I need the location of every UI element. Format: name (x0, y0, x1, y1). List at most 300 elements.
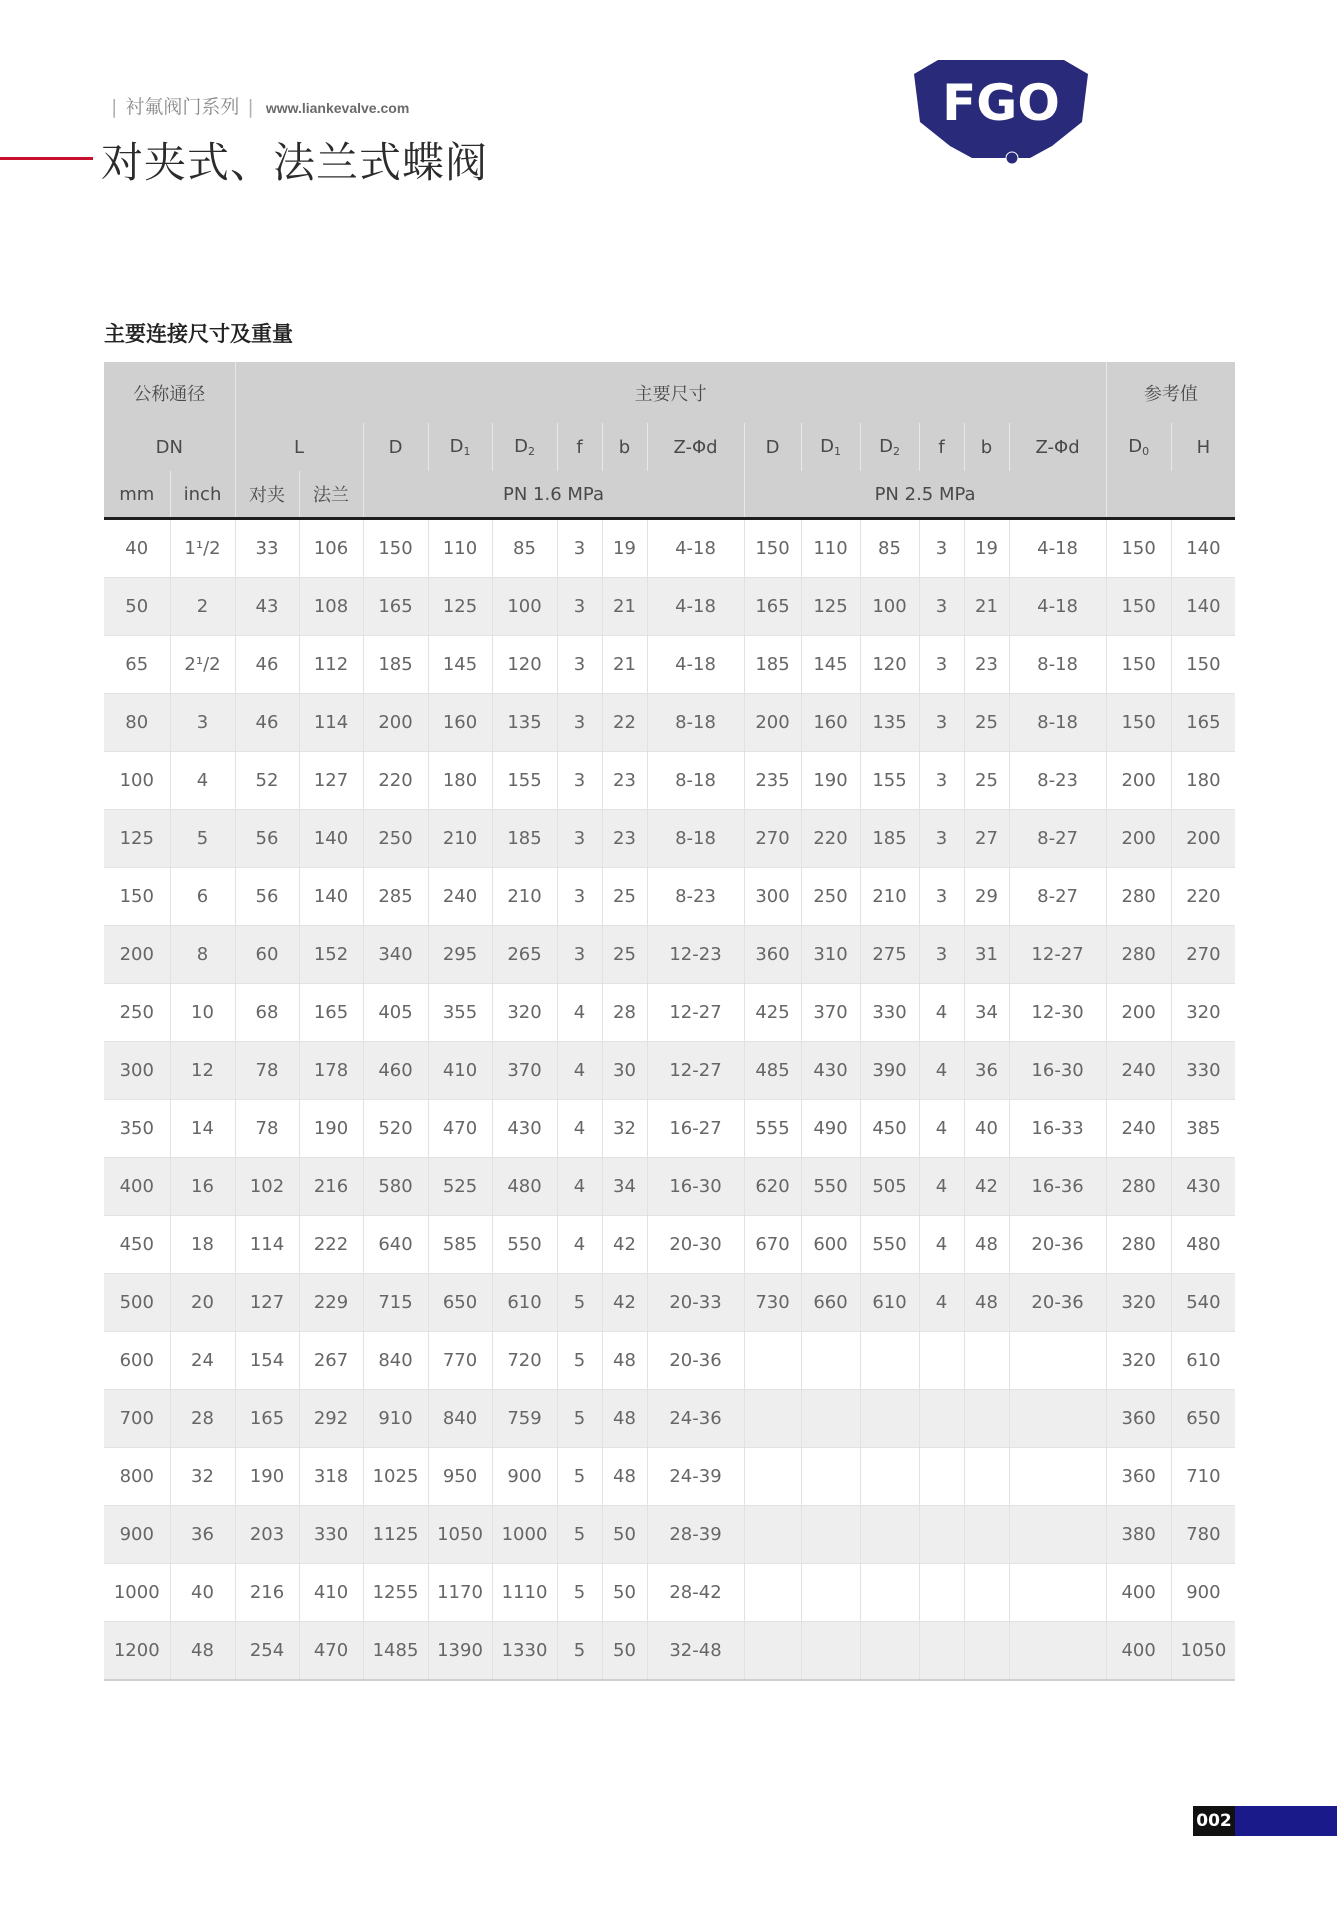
page-title: 对夹式、法兰式蝶阀 (101, 138, 489, 187)
b-header-25: b (964, 423, 1009, 471)
cell-inch: 28 (170, 1390, 235, 1448)
cell-l2: 108 (299, 578, 363, 636)
cell-z: 20-36 (647, 1332, 744, 1390)
cell-l2: 140 (299, 810, 363, 868)
cell-z-25: 16-36 (1009, 1158, 1106, 1216)
cell-d2: 185 (492, 810, 557, 868)
cell-b: 28 (602, 984, 647, 1042)
cell-z: 28-39 (647, 1506, 744, 1564)
cell-d1: 1170 (428, 1564, 492, 1622)
cell-h: 180 (1171, 752, 1235, 810)
cell-b: 50 (602, 1564, 647, 1622)
cell-f-25: 3 (919, 519, 964, 578)
cell-d1-25 (801, 1390, 860, 1448)
cell-d0: 150 (1106, 636, 1171, 694)
cell-d1-25 (801, 1332, 860, 1390)
cell-b-25: 27 (964, 810, 1009, 868)
f-header-25: f (919, 423, 964, 471)
cell-l1: 165 (235, 1390, 299, 1448)
cell-l1: 60 (235, 926, 299, 984)
table-row (104, 752, 1235, 810)
cell-z-25: 20-36 (1009, 1274, 1106, 1332)
cell-d: 1025 (363, 1448, 428, 1506)
cell-d1: 585 (428, 1216, 492, 1274)
cell-d: 165 (363, 578, 428, 636)
cell-d-25: 485 (744, 1042, 801, 1100)
cell-l2: 410 (299, 1564, 363, 1622)
cell-mm: 1000 (104, 1564, 170, 1622)
cell-z-25: 8-27 (1009, 810, 1106, 868)
cell-d-25 (744, 1506, 801, 1564)
cell-d: 285 (363, 868, 428, 926)
cell-d2: 135 (492, 694, 557, 752)
cell-d2-25 (860, 1506, 919, 1564)
cell-d: 715 (363, 1274, 428, 1332)
cell-d: 220 (363, 752, 428, 810)
cell-b: 42 (602, 1216, 647, 1274)
table-row (104, 1506, 1235, 1564)
cell-l1: 216 (235, 1564, 299, 1622)
cell-d2: 900 (492, 1448, 557, 1506)
cell-d1-25 (801, 1448, 860, 1506)
cell-f: 5 (557, 1448, 602, 1506)
cell-inch: 12 (170, 1042, 235, 1100)
cell-b: 34 (602, 1158, 647, 1216)
cell-b: 48 (602, 1390, 647, 1448)
cell-mm: 250 (104, 984, 170, 1042)
cell-f-25: 4 (919, 1216, 964, 1274)
cell-z-25: 20-36 (1009, 1216, 1106, 1274)
cell-b-25: 23 (964, 636, 1009, 694)
cell-d: 250 (363, 810, 428, 868)
cell-d2-25: 120 (860, 636, 919, 694)
cell-d1-25: 310 (801, 926, 860, 984)
fgo-logo (910, 58, 1092, 168)
cell-f-25 (919, 1506, 964, 1564)
cell-inch: 1¹/2 (170, 519, 235, 578)
cell-z-25 (1009, 1448, 1106, 1506)
cell-l2: 112 (299, 636, 363, 694)
cell-d1: 210 (428, 810, 492, 868)
cell-f-25: 4 (919, 1158, 964, 1216)
cell-d2: 720 (492, 1332, 557, 1390)
table-row (104, 1448, 1235, 1506)
cell-d1-25: 110 (801, 519, 860, 578)
cell-mm: 150 (104, 868, 170, 926)
cell-l1: 102 (235, 1158, 299, 1216)
table-row (104, 1622, 1235, 1681)
cell-inch: 6 (170, 868, 235, 926)
cell-mm: 40 (104, 519, 170, 578)
cell-inch: 14 (170, 1100, 235, 1158)
cell-d1: 110 (428, 519, 492, 578)
cell-inch: 2¹/2 (170, 636, 235, 694)
cell-z-25 (1009, 1332, 1106, 1390)
website-url[interactable]: www.liankevalve.com (265, 100, 410, 116)
cell-h: 220 (1171, 868, 1235, 926)
cell-d: 340 (363, 926, 428, 984)
cell-d1-25: 145 (801, 636, 860, 694)
cell-l2: 152 (299, 926, 363, 984)
table-row (104, 868, 1235, 926)
cell-d1: 525 (428, 1158, 492, 1216)
cell-d: 405 (363, 984, 428, 1042)
d-header-25: D (744, 423, 801, 471)
cell-d0: 240 (1106, 1100, 1171, 1158)
cell-d2-25 (860, 1332, 919, 1390)
cell-d-25: 425 (744, 984, 801, 1042)
cell-d0: 280 (1106, 926, 1171, 984)
table-body (104, 519, 1235, 1681)
cell-inch: 40 (170, 1564, 235, 1622)
cell-f-25 (919, 1622, 964, 1681)
series-name: 衬氟阀门系列 (125, 96, 240, 118)
cell-d0: 150 (1106, 578, 1171, 636)
d1-header-25: $D_1$ (801, 423, 860, 471)
cell-d2: 1000 (492, 1506, 557, 1564)
cell-d1-25: 600 (801, 1216, 860, 1274)
cell-l1: 46 (235, 694, 299, 752)
separator: | (247, 96, 254, 118)
cell-d2-25: 550 (860, 1216, 919, 1274)
cell-l1: 78 (235, 1100, 299, 1158)
cell-d-25: 670 (744, 1216, 801, 1274)
cell-f: 5 (557, 1506, 602, 1564)
cell-d-25: 270 (744, 810, 801, 868)
cell-d1: 295 (428, 926, 492, 984)
h-header: H (1171, 423, 1235, 471)
cell-d2: 320 (492, 984, 557, 1042)
cell-d1: 840 (428, 1390, 492, 1448)
cell-h: 150 (1171, 636, 1235, 694)
cell-d1: 125 (428, 578, 492, 636)
cell-d-25: 235 (744, 752, 801, 810)
cell-f-25: 3 (919, 810, 964, 868)
cell-b-25 (964, 1448, 1009, 1506)
cell-h: 610 (1171, 1332, 1235, 1390)
cell-d: 460 (363, 1042, 428, 1100)
cell-d1-25: 125 (801, 578, 860, 636)
cell-d1: 355 (428, 984, 492, 1042)
cell-l1: 56 (235, 868, 299, 926)
cell-d2-25: 135 (860, 694, 919, 752)
cell-h: 540 (1171, 1274, 1235, 1332)
cell-d2: 1110 (492, 1564, 557, 1622)
cell-f-25 (919, 1564, 964, 1622)
cell-d2-25: 390 (860, 1042, 919, 1100)
cell-f: 5 (557, 1332, 602, 1390)
cell-d2: 370 (492, 1042, 557, 1100)
nominal-group-header: 公称通径 (104, 362, 235, 423)
cell-b: 21 (602, 636, 647, 694)
cell-d1-25: 250 (801, 868, 860, 926)
cell-d: 840 (363, 1332, 428, 1390)
cell-d0: 280 (1106, 1216, 1171, 1274)
cell-inch: 36 (170, 1506, 235, 1564)
cell-d: 1125 (363, 1506, 428, 1564)
cell-d-25: 200 (744, 694, 801, 752)
cell-b: 50 (602, 1506, 647, 1564)
cell-z-25: 4-18 (1009, 519, 1106, 578)
cell-l2: 114 (299, 694, 363, 752)
cell-l2: 140 (299, 868, 363, 926)
cell-d2-25: 185 (860, 810, 919, 868)
cell-f-25: 3 (919, 752, 964, 810)
cell-d2: 759 (492, 1390, 557, 1448)
cell-d2-25: 155 (860, 752, 919, 810)
cell-d2: 430 (492, 1100, 557, 1158)
cell-mm: 600 (104, 1332, 170, 1390)
cell-d0: 400 (1106, 1622, 1171, 1681)
mm-header: mm (104, 471, 170, 519)
cell-d0: 280 (1106, 868, 1171, 926)
cell-b: 42 (602, 1274, 647, 1332)
cell-d2-25: 610 (860, 1274, 919, 1332)
cell-b-25: 34 (964, 984, 1009, 1042)
cell-l1: 52 (235, 752, 299, 810)
cell-b-25 (964, 1622, 1009, 1681)
main-dims-group-header: 主要尺寸 (235, 362, 1106, 423)
cell-b: 23 (602, 752, 647, 810)
cell-d: 580 (363, 1158, 428, 1216)
cell-d-25: 620 (744, 1158, 801, 1216)
f-header: f (557, 423, 602, 471)
dn-header: DN (104, 423, 235, 471)
table-row (104, 636, 1235, 694)
cell-inch: 16 (170, 1158, 235, 1216)
cell-inch: 5 (170, 810, 235, 868)
cell-l1: 203 (235, 1506, 299, 1564)
cell-z: 20-33 (647, 1274, 744, 1332)
cell-d1-25: 190 (801, 752, 860, 810)
logo-text: FGO (942, 74, 1060, 132)
cell-z: 24-36 (647, 1390, 744, 1448)
cell-mm: 200 (104, 926, 170, 984)
table-row (104, 694, 1235, 752)
cell-d-25: 165 (744, 578, 801, 636)
cell-b: 25 (602, 926, 647, 984)
cell-inch: 18 (170, 1216, 235, 1274)
cell-f-25: 3 (919, 694, 964, 752)
cell-d2-25: 505 (860, 1158, 919, 1216)
reference-unit-header (1106, 471, 1235, 519)
cell-b: 21 (602, 578, 647, 636)
cell-d1-25: 550 (801, 1158, 860, 1216)
cell-b: 50 (602, 1622, 647, 1681)
cell-l1: 78 (235, 1042, 299, 1100)
cell-l2: 222 (299, 1216, 363, 1274)
cell-inch: 20 (170, 1274, 235, 1332)
series-line (103, 92, 409, 119)
cell-mm: 125 (104, 810, 170, 868)
cell-h: 900 (1171, 1564, 1235, 1622)
cell-l2: 190 (299, 1100, 363, 1158)
cell-d1: 145 (428, 636, 492, 694)
cell-d2: 210 (492, 868, 557, 926)
cell-d-25: 555 (744, 1100, 801, 1158)
cell-f-25: 3 (919, 926, 964, 984)
table-row (104, 519, 1235, 578)
cell-d1: 650 (428, 1274, 492, 1332)
cell-d0: 320 (1106, 1274, 1171, 1332)
cell-d: 185 (363, 636, 428, 694)
cell-d2-25: 450 (860, 1100, 919, 1158)
cell-mm: 80 (104, 694, 170, 752)
cell-d1-25: 370 (801, 984, 860, 1042)
page-number: 002 (1193, 1806, 1235, 1836)
cell-d1: 1390 (428, 1622, 492, 1681)
group-header-row (104, 362, 1235, 423)
flange-header: 法兰 (299, 471, 363, 519)
cell-l1: 46 (235, 636, 299, 694)
d-header: D (363, 423, 428, 471)
cell-z-25 (1009, 1506, 1106, 1564)
cell-z: 8-18 (647, 752, 744, 810)
cell-z-25: 8-18 (1009, 636, 1106, 694)
cell-d: 200 (363, 694, 428, 752)
cell-f: 5 (557, 1622, 602, 1681)
wafer-header: 对夹 (235, 471, 299, 519)
cell-d-25 (744, 1564, 801, 1622)
pn25-header: PN 2.5 MPa (744, 471, 1106, 519)
cell-h: 430 (1171, 1158, 1235, 1216)
table-row (104, 1042, 1235, 1100)
cell-l2: 292 (299, 1390, 363, 1448)
cell-f: 3 (557, 578, 602, 636)
table-row (104, 810, 1235, 868)
cell-d2: 265 (492, 926, 557, 984)
cell-z: 4-18 (647, 578, 744, 636)
cell-f: 5 (557, 1564, 602, 1622)
cell-f: 4 (557, 1042, 602, 1100)
cell-l2: 216 (299, 1158, 363, 1216)
cell-inch: 24 (170, 1332, 235, 1390)
cell-f-25: 3 (919, 636, 964, 694)
cell-d0: 360 (1106, 1390, 1171, 1448)
table-row (104, 1158, 1235, 1216)
cell-l2: 267 (299, 1332, 363, 1390)
cell-b-25 (964, 1390, 1009, 1448)
cell-d2: 550 (492, 1216, 557, 1274)
cell-f: 3 (557, 926, 602, 984)
cell-z: 24-39 (647, 1448, 744, 1506)
cell-z: 4-18 (647, 519, 744, 578)
cell-d2: 610 (492, 1274, 557, 1332)
cell-d-25 (744, 1622, 801, 1681)
cell-d2: 480 (492, 1158, 557, 1216)
cell-b: 48 (602, 1332, 647, 1390)
cell-l1: 190 (235, 1448, 299, 1506)
cell-l1: 33 (235, 519, 299, 578)
cell-b-25: 29 (964, 868, 1009, 926)
cell-inch: 8 (170, 926, 235, 984)
cell-l1: 154 (235, 1332, 299, 1390)
cell-l2: 330 (299, 1506, 363, 1564)
cell-z: 16-30 (647, 1158, 744, 1216)
cell-b: 48 (602, 1448, 647, 1506)
cell-d-25 (744, 1390, 801, 1448)
cell-h: 200 (1171, 810, 1235, 868)
cell-d1-25: 490 (801, 1100, 860, 1158)
cell-z: 8-18 (647, 694, 744, 752)
table-row (104, 1100, 1235, 1158)
cell-mm: 700 (104, 1390, 170, 1448)
b-header: b (602, 423, 647, 471)
cell-h: 140 (1171, 519, 1235, 578)
cell-inch: 2 (170, 578, 235, 636)
cell-inch: 10 (170, 984, 235, 1042)
cell-d1-25: 220 (801, 810, 860, 868)
cell-f-25: 4 (919, 1274, 964, 1332)
cell-b-25 (964, 1332, 1009, 1390)
cell-d1-25 (801, 1506, 860, 1564)
cell-l2: 127 (299, 752, 363, 810)
cell-d2-25: 100 (860, 578, 919, 636)
cell-mm: 1200 (104, 1622, 170, 1681)
cell-mm: 300 (104, 1042, 170, 1100)
cell-d2-25: 210 (860, 868, 919, 926)
table-row (104, 926, 1235, 984)
cell-d0: 240 (1106, 1042, 1171, 1100)
cell-d2: 1330 (492, 1622, 557, 1681)
cell-f: 3 (557, 752, 602, 810)
cell-b-25: 21 (964, 578, 1009, 636)
cell-h: 1050 (1171, 1622, 1235, 1681)
cell-h: 330 (1171, 1042, 1235, 1100)
symbol-header-row (104, 423, 1235, 471)
l-header: L (235, 423, 363, 471)
cell-b-25: 25 (964, 752, 1009, 810)
cell-h: 165 (1171, 694, 1235, 752)
cell-f: 4 (557, 1216, 602, 1274)
cell-b: 23 (602, 810, 647, 868)
cell-b-25: 36 (964, 1042, 1009, 1100)
cell-d0: 360 (1106, 1448, 1171, 1506)
z-phid-header: Z-Φd (647, 423, 744, 471)
cell-b-25: 31 (964, 926, 1009, 984)
cell-d0: 400 (1106, 1564, 1171, 1622)
cell-d: 150 (363, 519, 428, 578)
inch-header: inch (170, 471, 235, 519)
cell-l2: 229 (299, 1274, 363, 1332)
cell-l2: 165 (299, 984, 363, 1042)
cell-d2-25 (860, 1390, 919, 1448)
cell-z: 28-42 (647, 1564, 744, 1622)
cell-f-25 (919, 1332, 964, 1390)
cell-z-25: 12-27 (1009, 926, 1106, 984)
cell-d: 520 (363, 1100, 428, 1158)
cell-d0: 380 (1106, 1506, 1171, 1564)
cell-d2: 120 (492, 636, 557, 694)
cell-l2: 470 (299, 1622, 363, 1681)
cell-f-25: 4 (919, 984, 964, 1042)
dimensions-table (104, 362, 1235, 1681)
cell-z: 12-27 (647, 984, 744, 1042)
cell-z-25 (1009, 1622, 1106, 1681)
title-accent-rule (0, 157, 93, 160)
cell-l1: 56 (235, 810, 299, 868)
cell-d0: 200 (1106, 810, 1171, 868)
cell-d-25: 730 (744, 1274, 801, 1332)
cell-d-25: 360 (744, 926, 801, 984)
cell-inch: 3 (170, 694, 235, 752)
cell-d0: 150 (1106, 519, 1171, 578)
d2-header: $D_2$ (492, 423, 557, 471)
cell-z: 20-30 (647, 1216, 744, 1274)
cell-d-25: 150 (744, 519, 801, 578)
cell-d1: 240 (428, 868, 492, 926)
cell-d0: 280 (1106, 1158, 1171, 1216)
